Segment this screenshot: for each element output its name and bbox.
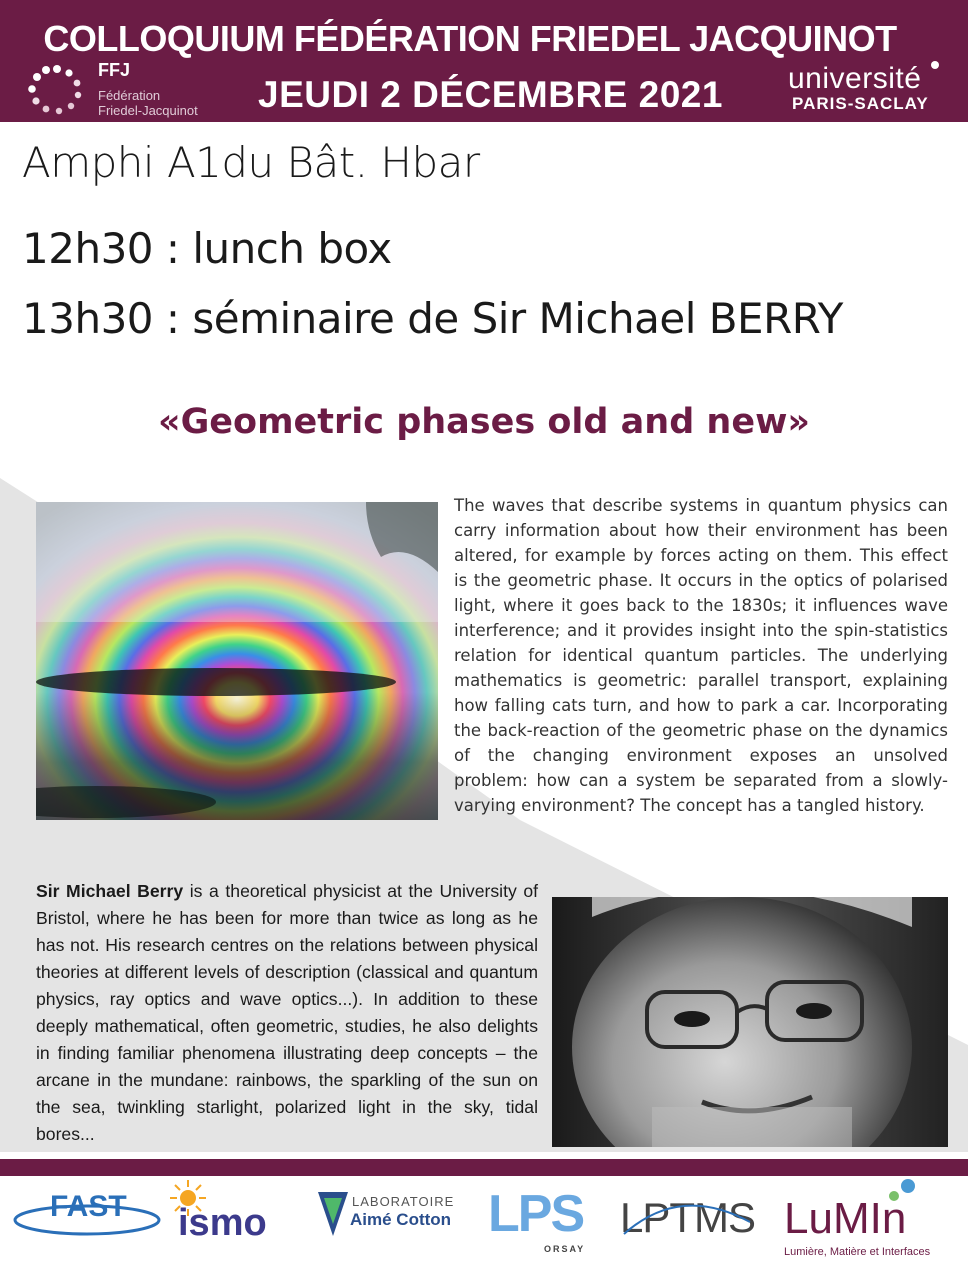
colloquium-title: COLLOQUIUM FÉDÉRATION FRIEDEL JACQUINOT: [43, 18, 897, 59]
speaker-name: Sir Michael Berry: [36, 881, 184, 901]
fast-logo: [12, 1184, 162, 1244]
event-date: JEUDI 2 DÉCEMBRE 2021: [258, 74, 723, 115]
partner-logos: [0, 1176, 968, 1261]
talk-abstract: The waves that describe systems in quantum physics can carry information about how their environment has been altered, for example by forces acting on them. This effect is the geometric phase. It occurs in the optics of polarised light, where it goes back to the 1830s; it influences wave interference; and it provides insight into the spin-statistics relation for identical quantum particles. The underlying mathematics is geometric: parallel transport, explaining how falling cats turn, and how to park a car. Incorporating the back-reaction of the geometric phase on the dynamics of the changing environment exposes an unsolved problem: how can a system be separated from a slowly-varying environment? The concept has a tangled history.: [454, 496, 948, 815]
university-subname: PARIS-SACLAY: [792, 94, 929, 113]
lptms-label: LPTMS: [620, 1194, 756, 1241]
rainbow-interference-image: [36, 502, 438, 820]
ffj-dots-icon: [22, 60, 92, 120]
footer-divider: [0, 1159, 968, 1176]
ismo-logo: [166, 1178, 286, 1248]
ismo-label: ismo: [178, 1202, 267, 1244]
aime-cotton-line1: LABORATOIRE: [352, 1194, 455, 1209]
aime-cotton-line2: Aimé Cotton: [350, 1210, 452, 1229]
university-name: université: [788, 62, 922, 95]
ffj-name-line1: Fédération: [98, 88, 161, 103]
aime-cotton-shield-icon: [316, 1190, 350, 1238]
schedule-seminar: 13h30 : séminaire de Sir Michael BERRY: [22, 294, 843, 343]
lumin-label: LuMIn: [784, 1194, 907, 1243]
fast-label: FAST: [50, 1190, 127, 1223]
speaker-portrait: [552, 897, 948, 1147]
venue: Amphi A1du Bât. Hbar: [22, 138, 480, 187]
lptms-curve-icon: [620, 1194, 760, 1244]
lumin-sublabel: Lumière, Matière et Interfaces: [784, 1246, 931, 1258]
lumin-logo: [780, 1178, 960, 1258]
ffj-name-line2: Friedel-Jacquinot: [98, 103, 198, 118]
speaker-bio-text: is a theoretical physicist at the University of Bristol, where he has been for more than twice as long as he has not. His research centres on the relations between physical theories at different levels of description (classical and quantum physics, ray optics and wave optics...). In addition to these deeply mathematical, often geometric, studies, he also delights in finding familiar phenomena illustrating deep concepts – the arcane in the mundane: rainbows, the sparkling of the sun on the sea, twinkling starlight, polarized light in the sky, tidal bores...: [36, 881, 539, 1144]
schedule-lunch: 12h30 : lunch box: [22, 224, 392, 273]
aime-cotton-logo: [316, 1190, 466, 1250]
university-dot-icon: [930, 60, 940, 70]
paris-saclay-logo: [788, 60, 948, 116]
header-banner: [0, 0, 968, 122]
speaker-bio: [36, 878, 538, 1148]
talk-title: «Geometric phases old and new»: [157, 402, 811, 442]
lptms-logo: [620, 1194, 760, 1244]
ffj-abbreviation: FFJ: [98, 60, 131, 80]
lps-logo: [488, 1184, 608, 1260]
lps-sublabel: ORSAY: [544, 1244, 586, 1254]
ffj-logo: [22, 60, 222, 120]
lps-label: LPS: [488, 1185, 584, 1243]
